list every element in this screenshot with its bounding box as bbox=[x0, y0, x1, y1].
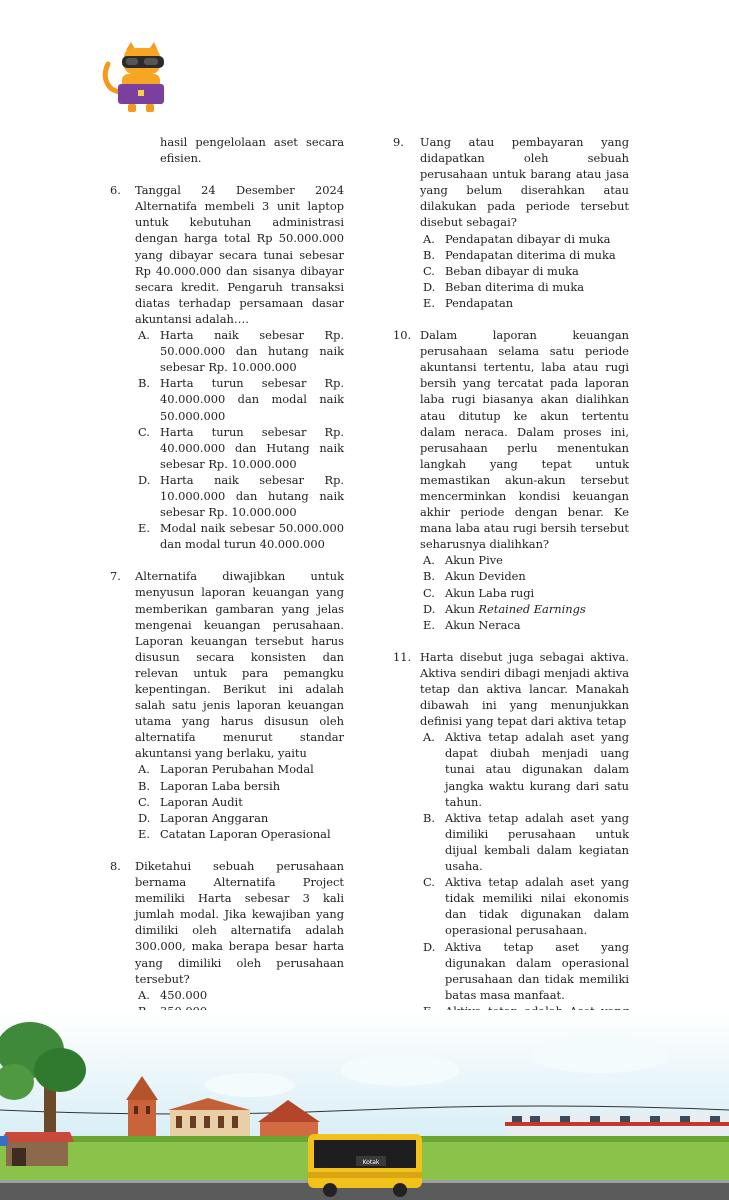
option-b bbox=[420, 568, 629, 584]
option-text: Akun Laba rugi bbox=[445, 585, 535, 600]
option-letter: D. bbox=[138, 472, 151, 487]
question-number: 7. bbox=[110, 569, 121, 584]
option-text: Aktiva tetap adalah aset yang dimiliki perusahaan untuk dijual kembali dalam kegiatan usaha. bbox=[445, 810, 629, 874]
option-text: Beban dibayar di muka bbox=[445, 263, 579, 278]
option-letter: E. bbox=[423, 295, 435, 310]
option-letter: B. bbox=[423, 247, 435, 262]
option-text: 450.000 bbox=[160, 987, 208, 1002]
option-a bbox=[135, 327, 344, 375]
option-b bbox=[420, 247, 629, 263]
option-d bbox=[420, 601, 629, 617]
yellow-bus bbox=[308, 1134, 422, 1197]
bus-sign-text: Kotak bbox=[362, 1159, 380, 1166]
option-letter: A. bbox=[423, 231, 435, 246]
option-letter: D. bbox=[423, 939, 436, 954]
question-number: 9. bbox=[393, 135, 404, 149]
question-7 bbox=[110, 568, 344, 842]
option-c bbox=[135, 794, 344, 810]
option-text: Harta naik sebesar Rp. 50.000.000 dan hutang naik sebesar Rp. 10.000.000 bbox=[160, 328, 344, 375]
option-letter: B. bbox=[423, 810, 435, 825]
option-letter: C. bbox=[423, 585, 435, 600]
option-letter: B. bbox=[138, 778, 150, 793]
option-text: Akun Neraca bbox=[445, 617, 521, 632]
option-e bbox=[420, 295, 629, 311]
question-number: 8. bbox=[110, 858, 121, 873]
option-text: Laporan Audit bbox=[160, 794, 243, 809]
option-a bbox=[135, 761, 344, 777]
option-text: Aktiva tetap adalah aset yang dapat diubah menjadi uang tunai atau digunakan dalam jangka waktu kurang dari satu tahun. bbox=[445, 730, 629, 809]
option-letter: E. bbox=[138, 521, 150, 536]
option-letter: C. bbox=[138, 424, 150, 439]
option-text: Modal naik sebesar 50.000.000 dan modal turun 40.000.000 bbox=[160, 521, 344, 552]
option-text-italic: Retained Earnings bbox=[478, 601, 586, 616]
option-a bbox=[420, 552, 629, 568]
option-e bbox=[420, 617, 629, 633]
option-a bbox=[420, 231, 629, 247]
question-stem: Uang atau pembayaran yang didapatkan oleh sebuah perusahaan untuk barang atau jasa yang belum diserahkan atau dilakukan pada periode tersebut disebut sebagai? bbox=[420, 135, 629, 230]
option-text: Aktiva tetap aset yang digunakan dalam operasional perusahaan dan tidak memiliki batas masa manfaat. bbox=[445, 939, 629, 1002]
bus-shelter bbox=[0, 1132, 74, 1166]
option-text: Harta turun sebesar Rp. 40.000.000 dan Hutang naik sebesar Rp. 10.000.000 bbox=[160, 424, 344, 471]
option-letter: D. bbox=[423, 601, 436, 616]
question-number: 11. bbox=[393, 649, 412, 664]
option-c bbox=[135, 424, 344, 472]
option-letter: C. bbox=[423, 263, 435, 278]
option-text: Laporan Laba bersih bbox=[160, 778, 281, 793]
left-column bbox=[110, 134, 344, 1083]
continuation-text: hasil pengelolaan aset secara efisien. bbox=[160, 135, 344, 166]
option-letter: A. bbox=[423, 730, 435, 745]
option-d bbox=[135, 810, 344, 826]
option-letter: A. bbox=[423, 553, 435, 568]
question-stem: Alternatifa diwajibkan untuk menyusun laporan keuangan yang memberikan gambaran yang jelas mengenai keuangan perusahaan. Laporan keuangan tersebut harus disusun secara konsisten dan relevan untuk para pemangku kepentingan. Berikut ini adalah salah satu jenis laporan keuangan utama yang harus disusun oleh alternatifa menurut standar akuntansi yang berlaku, yaitu bbox=[135, 569, 344, 761]
option-letter: A. bbox=[138, 987, 150, 1002]
option-letter: E. bbox=[423, 617, 435, 632]
city-landscape-illustration bbox=[0, 1010, 729, 1200]
question-stem: Dalam laporan keuangan perusahaan selama satu periode akuntansi tertentu, laba atau rugi bersih yang tercatat pada laporan laba rugi biasanya akan dialihkan atau ditutup ke akun tertentu dalam neraca. Dalam proses ini, perusahaan perlu menentukan langkah yang tepat untuk memastikan akun-akun tersebut mencerminkan kondisi keuangan akhir periode dengan benar. Ke mana laba atau rugi bersih tersebut seharusnya dialihkan? bbox=[420, 328, 629, 552]
option-e bbox=[135, 826, 344, 842]
option-e bbox=[135, 520, 344, 552]
option-letter: C. bbox=[138, 794, 150, 809]
question-6 bbox=[110, 182, 344, 552]
commuter-train bbox=[505, 1114, 729, 1136]
option-b bbox=[135, 778, 344, 794]
question-number: 10. bbox=[393, 328, 412, 343]
question-stem: Harta disebut juga sebagai aktiva. Aktiva sendiri dibagi menjadi aktiva tetap dan aktiva lancar. Manakah dibawah ini yang menunjukkan definisi yang tepat dari aktiva tetap bbox=[420, 649, 629, 729]
option-text: Laporan Perubahan Modal bbox=[160, 762, 314, 777]
option-c bbox=[420, 874, 629, 938]
question-9 bbox=[393, 134, 629, 311]
option-text: Aktiva tetap adalah aset yang tidak memiliki nilai ekonomis dan tidak digunakan dalam operasional perusahaan. bbox=[445, 875, 629, 938]
option-d bbox=[135, 472, 344, 520]
option-text: Pendapatan bbox=[445, 295, 514, 310]
option-letter: D. bbox=[138, 810, 151, 825]
option-text: Akun bbox=[445, 601, 479, 616]
option-a bbox=[420, 729, 629, 809]
option-d bbox=[420, 279, 629, 295]
question-number: 6. bbox=[110, 183, 121, 198]
option-text: Pendapatan dibayar di muka bbox=[445, 231, 611, 246]
option-letter: A. bbox=[138, 328, 150, 343]
cat-mascot-logo bbox=[98, 40, 170, 114]
option-letter: B. bbox=[138, 376, 150, 391]
option-text: Harta turun sebesar Rp. 40.000.000 dan modal naik 50.000.000 bbox=[160, 376, 344, 423]
option-d bbox=[420, 939, 629, 1003]
option-letter: B. bbox=[423, 569, 435, 584]
right-column bbox=[393, 134, 629, 1099]
option-text: Akun Deviden bbox=[445, 569, 526, 584]
question-stem: Tanggal 24 Desember 2024 Alternatifa membeli 3 unit laptop untuk kebutuhan administrasi dengan harga total Rp 50.000.000 yang dibayar secara tunai sebesar Rp 40.000.000 dan sisanya dibayar secara kredit. Pengaruh transaksi diatas terhadap persamaan dasar akuntansi adalah…. bbox=[135, 183, 344, 326]
option-text: Pendapatan diterima di muka bbox=[445, 247, 616, 262]
option-a bbox=[135, 987, 344, 1003]
option-c bbox=[420, 585, 629, 601]
option-text: Akun Pive bbox=[445, 553, 503, 568]
option-text: Beban diterima di muka bbox=[445, 279, 585, 294]
option-letter: E. bbox=[138, 826, 150, 841]
option-b bbox=[420, 810, 629, 874]
option-text: Laporan Anggaran bbox=[160, 810, 269, 825]
question-stem: Diketahui sebuah perusahaan bernama Alternatifa Project memiliki Harta sebesar 3 kali jumlah modal. Jika kewajiban yang dimiliki oleh alternatifa adalah 300.000, maka berapa besar harta yang dimiliki oleh perusahaan tersebut? bbox=[135, 858, 344, 986]
option-letter: D. bbox=[423, 279, 436, 294]
option-letter: C. bbox=[423, 875, 435, 890]
option-text: Harta naik sebesar Rp. 10.000.000 dan hutang naik sebesar Rp. 10.000.000 bbox=[160, 472, 344, 520]
option-letter: A. bbox=[138, 762, 150, 777]
option-b bbox=[135, 375, 344, 423]
question-10 bbox=[393, 327, 629, 633]
option-text: Catatan Laporan Operasional bbox=[160, 826, 331, 841]
option-c bbox=[420, 263, 629, 279]
